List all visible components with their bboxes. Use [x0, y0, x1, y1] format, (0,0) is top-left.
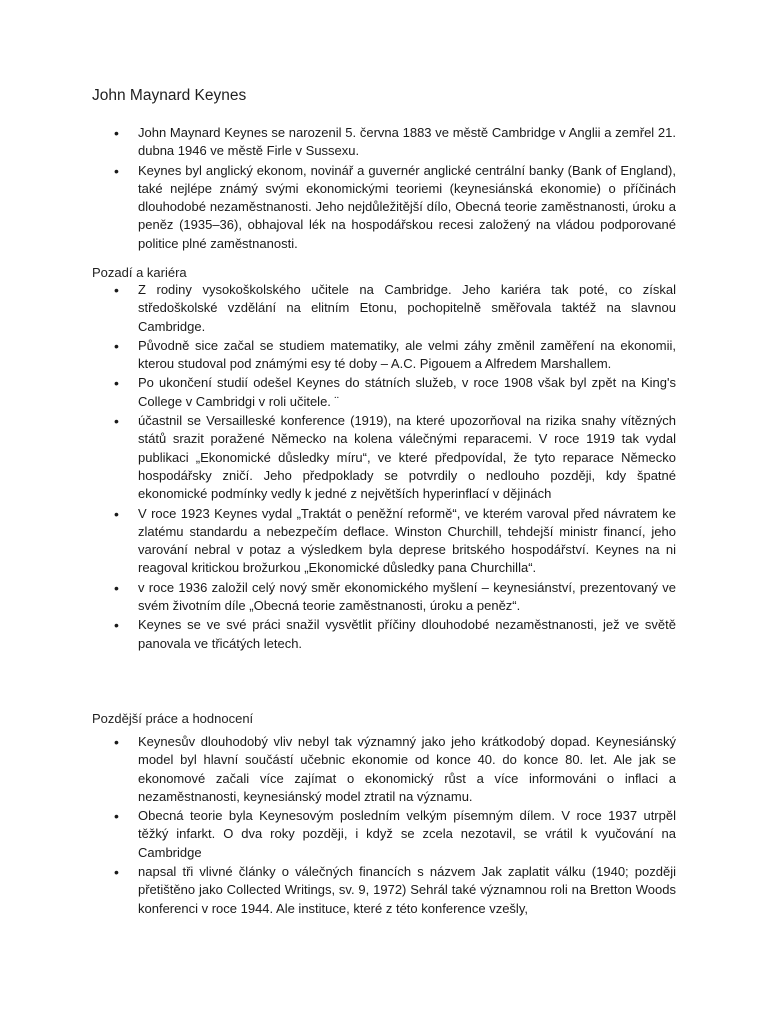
- list-item: [0, 124, 768, 161]
- list-item: [0, 162, 768, 253]
- bullet-icon: •: [114, 375, 119, 392]
- bullet-icon: •: [114, 864, 119, 881]
- bullet-icon: •: [114, 617, 119, 634]
- list-item: [0, 505, 768, 578]
- list-item-text: V roce 1923 Keynes vydal „Traktát o peněžní reformě“, ve kterém varoval před návratem ke zlatému standardu a nebezpečím deflace. Winston Churchill, tehdejší ministr financí, jeho varování nebral v potaz a výsledkem byla deprese britského hospodářství. Keynes na ni reagoval kritickou brožurkou „Ekonomické důsledky pana Churchilla“.: [138, 505, 676, 576]
- bullet-icon: •: [114, 162, 119, 179]
- list-item-text: Po ukončení studií odešel Keynes do státních služeb, v roce 1908 však byl zpět na King's College v Cambridgi v roli učitele. ¨: [138, 375, 676, 409]
- list-item: [0, 616, 768, 653]
- bullet-icon: •: [114, 808, 119, 825]
- list-item-text: Keynes byl anglický ekonom, novinář a guvernér anglické centrální banky (Bank of England), také nejlépe známý svými ekonomickými teoriemi (keynesiánská ekonomie) o příčinách dlouhodobé nezaměstnanosti. Jeho nejdůležitější dílo, Obecná teorie zaměstnanosti, úroku a peněz (1935–36), obhajoval lék na hospodářskou recesi založený na vládou podporované politice plné zaměstnanosti.: [138, 162, 676, 251]
- list-item-text: Keynes se ve své práci snažil vysvětlit příčiny dlouhodobé nezaměstnanosti, jež ve světě panovala ve třicátých letech.: [138, 617, 676, 651]
- list-item-text: napsal tři vlivné články o válečných financích s názvem Jak zaplatit válku (1940; později přetištěno jako Collected Writings, sv. 9, 1972) Sehrál také významnou roli na Bretton Woods konferenci v roce 1944. Ale instituce, které z této konference vzešly,: [138, 864, 676, 916]
- list-item: [0, 374, 768, 411]
- document-title: John Maynard Keynes: [92, 87, 247, 104]
- bullet-icon: •: [114, 734, 119, 750]
- list-item: [0, 579, 768, 616]
- later-work-bullet-list: [0, 733, 768, 919]
- bullet-icon: •: [114, 125, 119, 141]
- list-item-text: účastnil se Versailleské konference (1919), na které upozorňoval na rizika snahy vítězných států srazit poražené Německo na kolena válečnými reparacemi. V roce 1919 tak vydal publikaci „Ekonomické důsledky míru“, ve které předpovídal, že tyto reparace Německo hospodářsky zničí. Jeho předpoklady se potvrdily o nedlouho později, kdy špatné ekonomické podmínky vedly k jedné z největších hyperinflací v dějinách: [138, 413, 676, 502]
- list-item: [0, 733, 768, 806]
- list-item-text: John Maynard Keynes se narozenil 5. června 1883 ve městě Cambridge v Anglii a zemřel 21. dubna 1946 ve městě Firle v Sussexu.: [138, 125, 676, 159]
- background-bullet-list: [0, 281, 768, 654]
- list-item-text: v roce 1936 založil celý nový směr ekonomického myšlení – keynesiánství, prezentovaný ve svém životním díle „Obecná teorie zaměstnanosti, úroku a peněz“.: [138, 579, 676, 614]
- list-item: [0, 863, 768, 918]
- list-item-text: Obecná teorie byla Keynesovým posledním velkým písemným dílem. V roce 1937 utrpěl těžký infarkt. O dva roky později, i když se zcela nezotavil, se vrátil k vyučování na Cambridge: [138, 808, 676, 860]
- list-item: [0, 337, 768, 374]
- list-item: [0, 281, 768, 336]
- list-item-text: Z rodiny vysokoškolského učitele na Cambridge. Jeho kariéra tak poté, co získal středoškolské vzdělání na elitním Etonu, pochopitelně směřovala taktéž na slavnou Cambridge.: [138, 282, 676, 334]
- bullet-icon: •: [114, 282, 119, 298]
- list-item-text: Keynesův dlouhodobý vliv nebyl tak významný jako jeho krátkodobý dopad. Keynesiánský model byl hlavní součástí učebnic ekonomie od konce 40. do konce 80. let. Ale jak se ekonomové začali více zajímat o ekonomický růst a více informováni o inflaci a nezaměstnanosti, keynesiánský model ztratil na významu.: [138, 734, 676, 804]
- section-heading-background: Pozadí a kariéra: [92, 265, 187, 280]
- section-heading-later-work: Pozdější práce a hodnocení: [92, 711, 254, 726]
- list-item: [0, 807, 768, 862]
- bullet-icon: •: [114, 413, 119, 430]
- bullet-icon: •: [114, 579, 119, 596]
- bullet-icon: •: [114, 337, 119, 354]
- list-item: [0, 412, 768, 503]
- list-item-text: Původně sice začal se studiem matematiky, ale velmi záhy změnil zaměření na ekonomii, kterou studoval pod známými esy té doby – A.C. Pigouem a Alfredem Marshallem.: [138, 337, 676, 372]
- bullet-icon: •: [114, 505, 119, 522]
- intro-bullet-list: [0, 124, 768, 254]
